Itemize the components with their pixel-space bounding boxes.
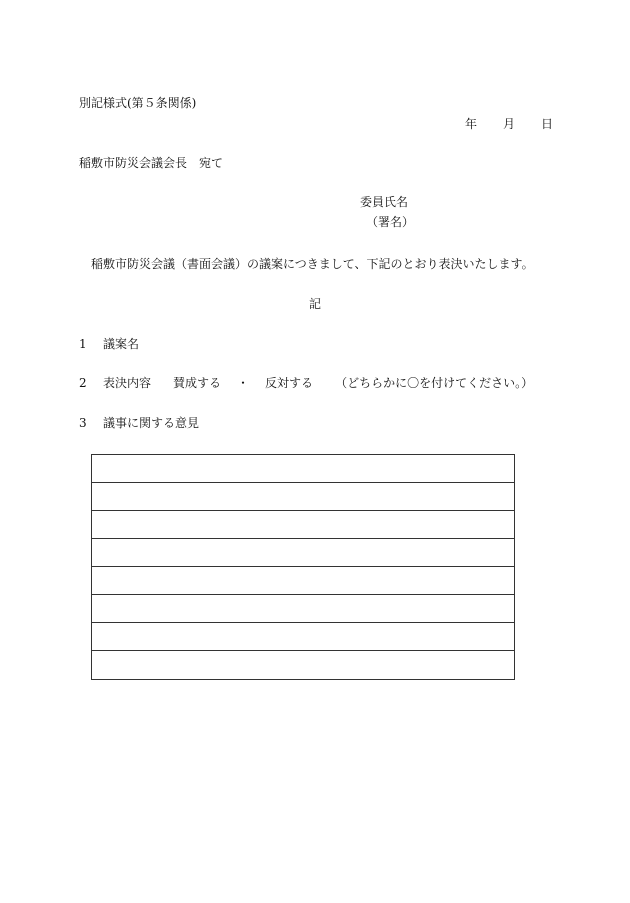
item-number: 2	[79, 376, 87, 390]
item-number: 3	[79, 416, 87, 430]
item-opinion	[79, 417, 199, 429]
opinion-row[interactable]	[92, 595, 514, 623]
item-agenda-name	[79, 338, 139, 350]
form-identifier: 別記様式(第５条関係)	[79, 96, 197, 110]
ki-heading: 記	[309, 297, 322, 311]
opinion-table	[91, 454, 515, 680]
item-number: 1	[79, 337, 87, 351]
opinion-row[interactable]	[92, 651, 514, 679]
opinion-row[interactable]	[92, 623, 514, 651]
member-name-label: 委員氏名	[360, 195, 409, 209]
addressee-line	[79, 157, 223, 169]
signature-label: （署名）	[366, 215, 415, 229]
addressee-suffix: 宛て	[199, 156, 224, 170]
body-paragraph: 稲敷市防災会議（書面会議）の議案につきまして、下記のとおり表決いたします。	[91, 257, 534, 271]
choice-separator: ・	[237, 376, 250, 390]
choice-instruction: （どちらかに〇を付けてください。）	[335, 376, 534, 390]
item-label: 議事に関する意見	[103, 416, 200, 430]
choice-oppose[interactable]: 反対する	[265, 376, 314, 390]
item-label: 議案名	[103, 337, 140, 351]
date-line	[465, 118, 553, 130]
month-label: 月	[503, 117, 516, 131]
opinion-row[interactable]	[92, 511, 514, 539]
opinion-row[interactable]	[92, 567, 514, 595]
day-label: 日	[541, 117, 554, 131]
choice-approve[interactable]: 賛成する	[173, 376, 222, 390]
item-vote-content	[79, 377, 533, 389]
opinion-row[interactable]	[92, 483, 514, 511]
opinion-row[interactable]	[92, 539, 514, 567]
addressee-name: 稲敷市防災会議会長	[79, 156, 188, 170]
year-label: 年	[465, 117, 478, 131]
opinion-row[interactable]	[92, 455, 514, 483]
item-label: 表決内容	[103, 376, 152, 390]
